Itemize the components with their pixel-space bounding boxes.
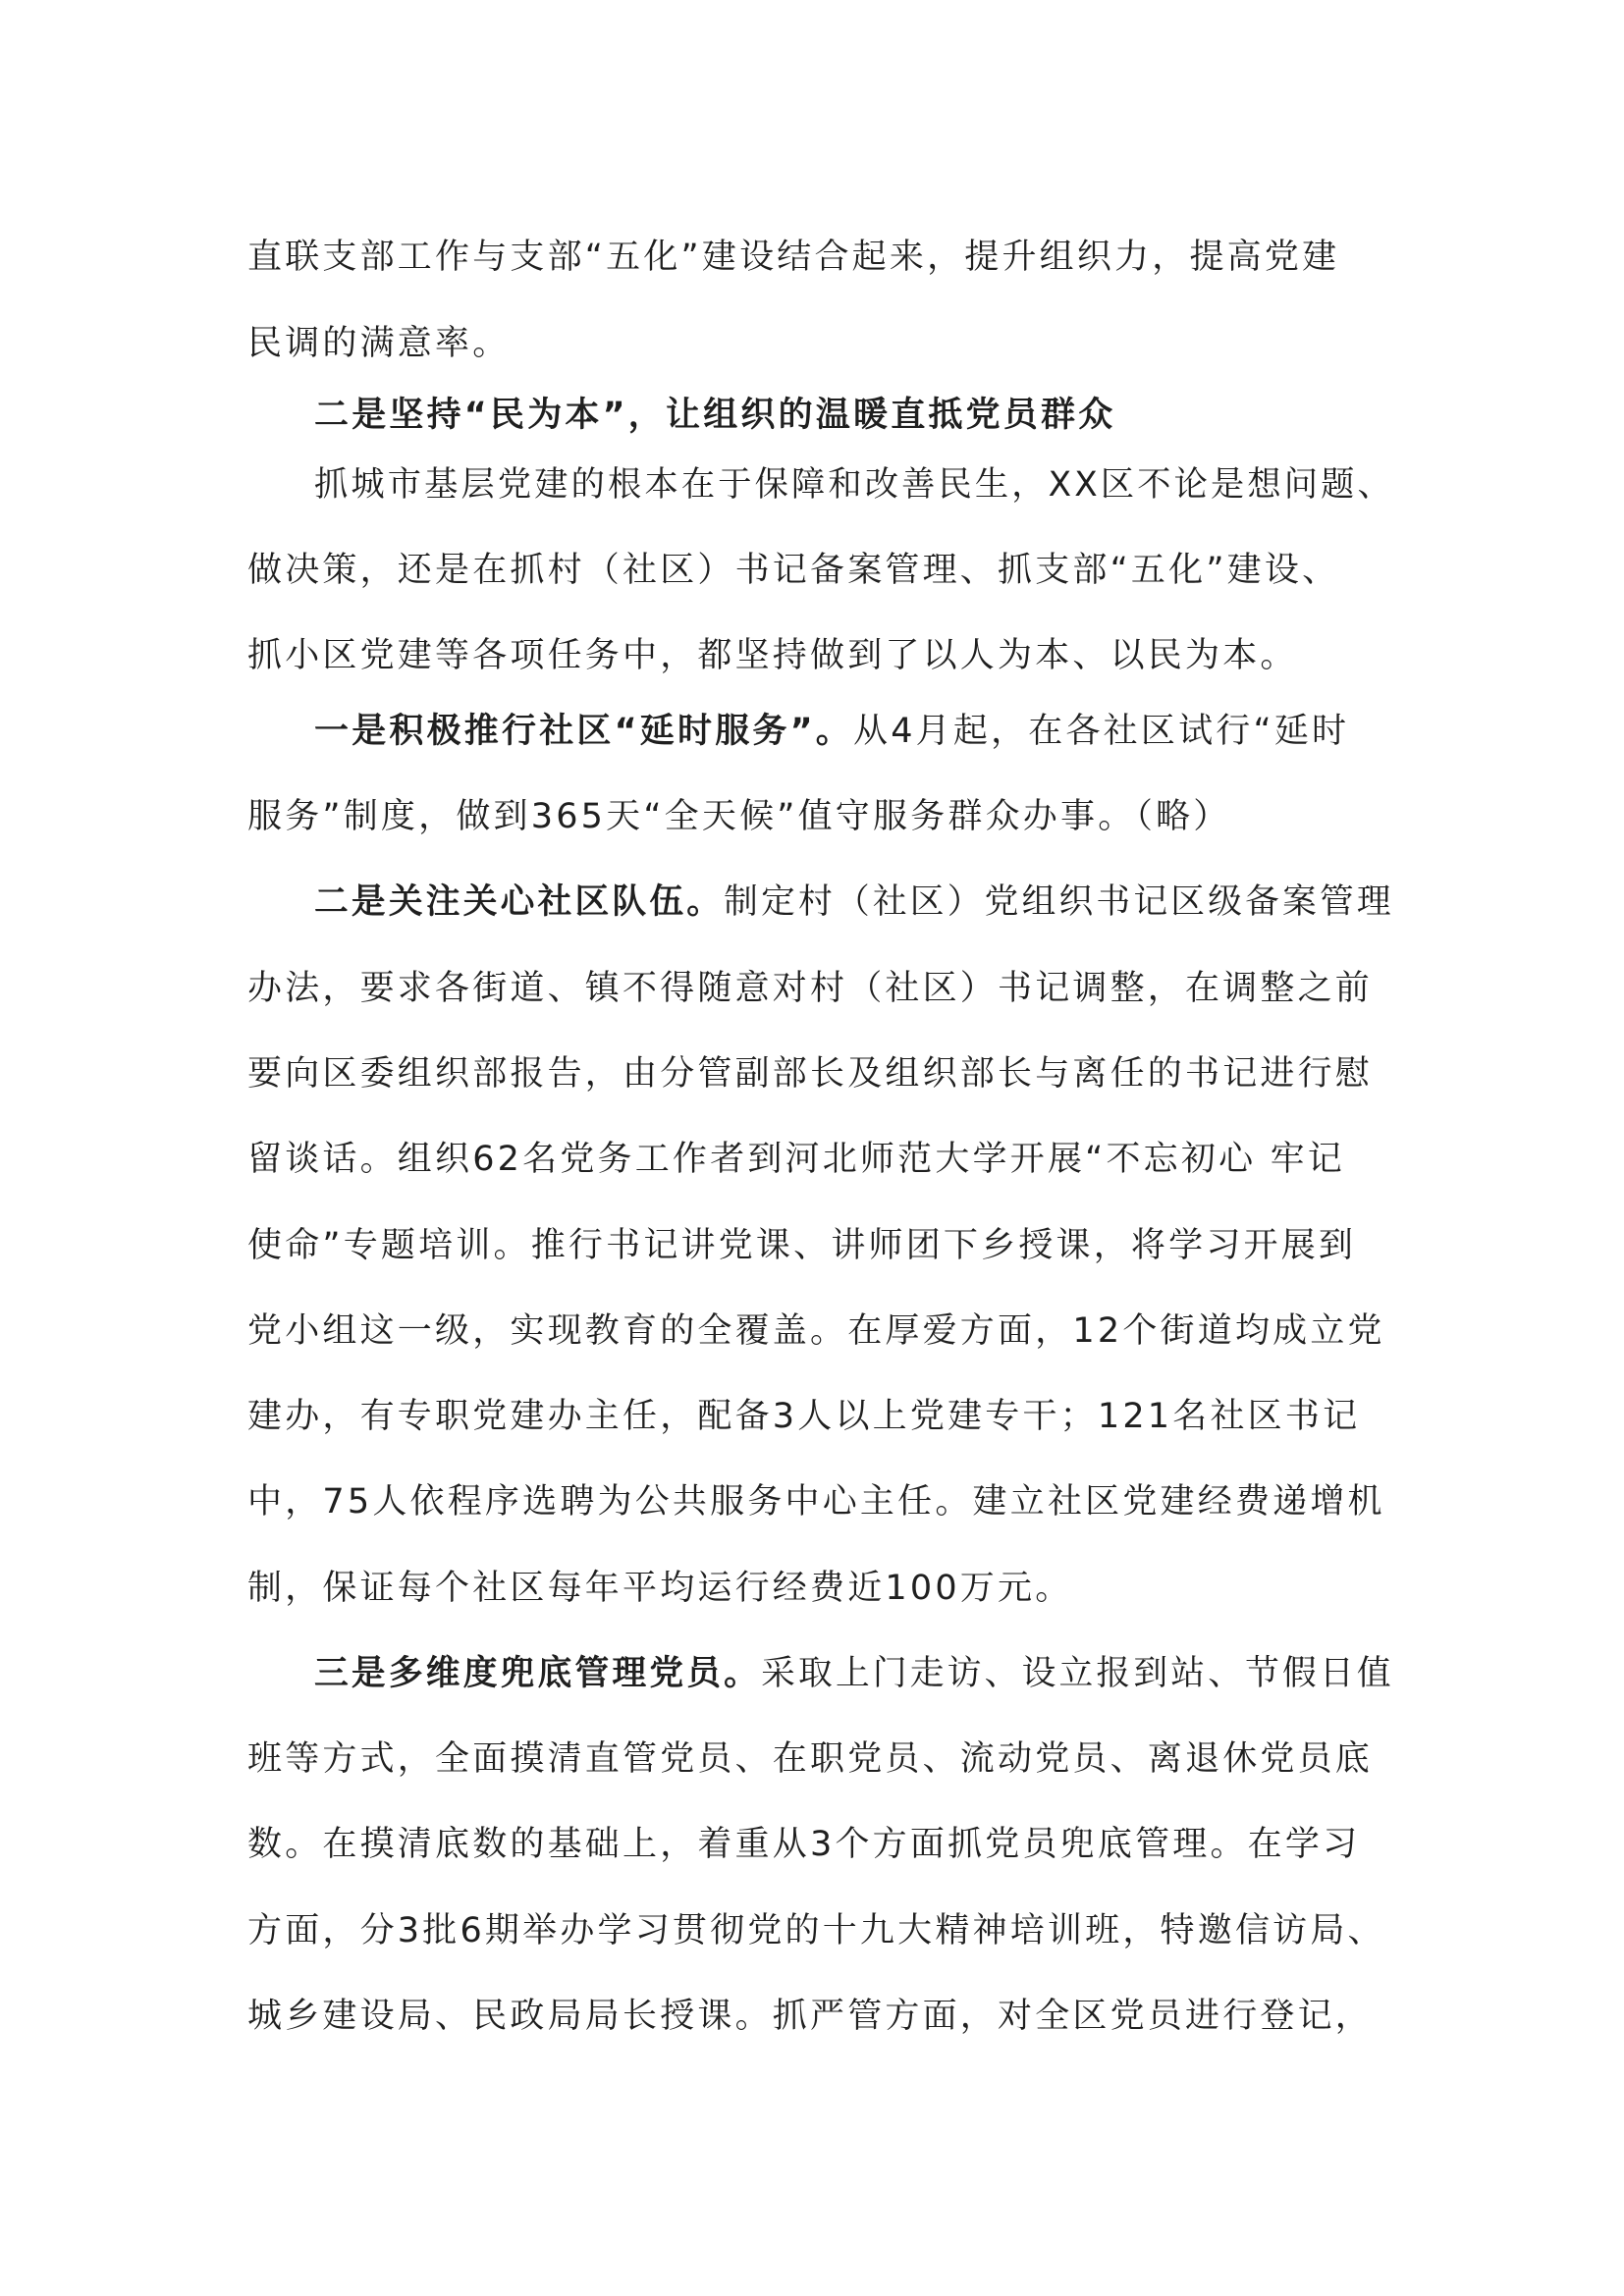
paragraph-lead-rest: 采取上门走访、设立报到站、节假日值: [761, 1654, 1394, 1693]
paragraph-first-line: [314, 710, 1349, 753]
text-line: 做决策，还是在抓村（社区）书记备案管理、抓支部“五化”建设、: [247, 551, 1340, 590]
text-line: 抓城市基层党建的根本在于保障和改善民生，XX区不论是想问题、: [314, 465, 1394, 505]
section-heading: 二是坚持“民为本”，让组织的温暖直抵党员群众: [314, 396, 1116, 435]
paragraph-first-line: [314, 881, 1394, 924]
paragraph-lead-bold: 一是积极推行社区“延时服务”。: [314, 712, 854, 751]
text-line: 城乡建设局、民政局局长授课。抓严管方面，对全区党员进行登记，: [247, 1997, 1374, 2036]
text-line: 服务”制度，做到365天“全天候”值守服务群众办事。（略）: [247, 797, 1231, 836]
paragraph-lead-bold: 二是关注关心社区队伍。: [314, 882, 725, 922]
text-line: 数。在摸清底数的基础上，着重从3个方面抓党员兜底管理。在学习: [247, 1825, 1361, 1864]
paragraph-lead-rest: 从4月起，在各社区试行“延时: [853, 712, 1350, 751]
text-line: 党小组这一级，实现教育的全覆盖。在厚爱方面，12个街道均成立党: [247, 1311, 1385, 1351]
text-line: 直联支部工作与支部“五化”建设结合起来，提升组织力，提高党建: [247, 238, 1340, 277]
paragraph-first-line: [314, 1652, 1394, 1695]
paragraph-lead-rest: 制定村（社区）党组织书记区级备案管理: [724, 882, 1394, 922]
text-line: 班等方式，全面摸清直管党员、在职党员、流动党员、离退休党员底: [247, 1739, 1374, 1779]
text-line: 建办，有专职党建办主任，配备3人以上党建专干；121名社区书记: [247, 1397, 1361, 1436]
text-line: 民调的满意率。: [247, 324, 511, 363]
text-line: 使命”专题培训。推行书记讲党课、讲师团下乡授课，将学习开展到: [247, 1226, 1357, 1265]
text-line: 方面，分3批6期举办学习贯彻党的十九大精神培训班，特邀信访局、: [247, 1911, 1385, 1950]
text-line: 中，75人依程序选聘为公共服务中心主任。建立社区党建经费递增机: [247, 1482, 1385, 1522]
text-line: 留谈话。组织62名党务工作者到河北师范大学开展“不忘初心 牢记: [247, 1140, 1345, 1179]
text-line: 抓小区党建等各项任务中，都坚持做到了以人为本、以民为本。: [247, 636, 1298, 675]
paragraph-lead-bold: 三是多维度兜底管理党员。: [314, 1654, 762, 1693]
text-line: 要向区委组织部报告，由分管副部长及组织部长与离任的书记进行慰: [247, 1054, 1374, 1094]
text-line: 办法，要求各街道、镇不得随意对村（社区）书记调整，在调整之前: [247, 969, 1374, 1008]
text-line: 制，保证每个社区每年平均运行经费近100万元。: [247, 1569, 1073, 1608]
